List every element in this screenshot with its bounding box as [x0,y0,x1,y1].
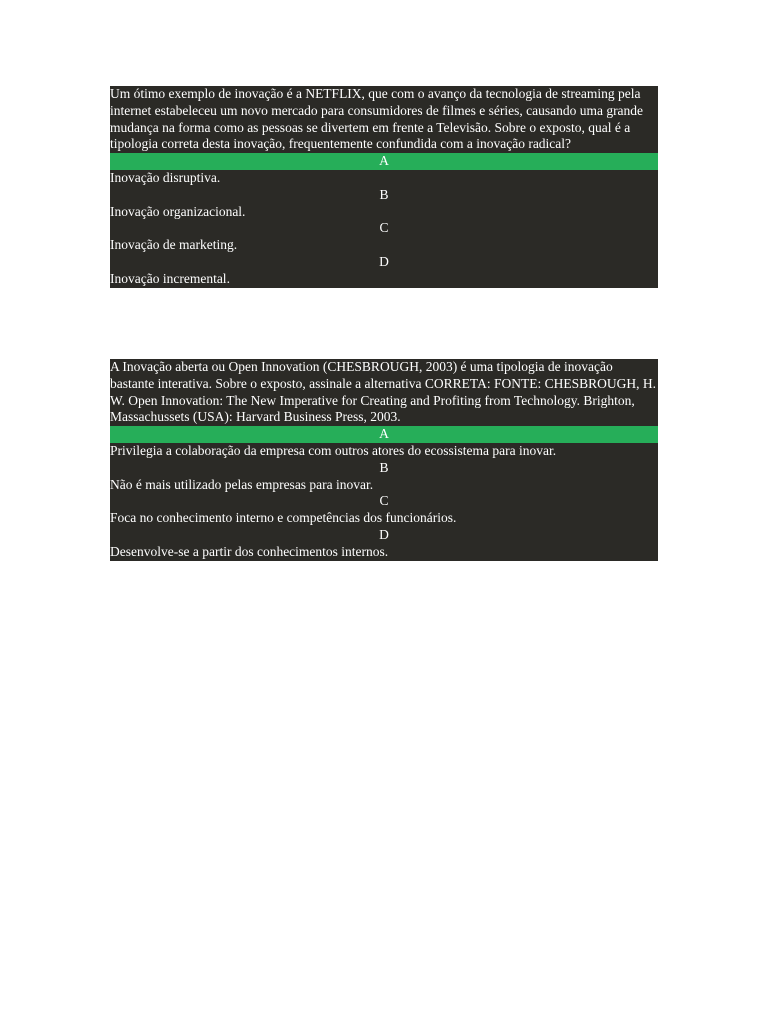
question-1-option-c-letter[interactable]: C [379,220,389,236]
question-1-option-a-text[interactable]: Inovação disruptiva. [110,169,221,185]
question-1-option-d-letter[interactable]: D [379,253,389,269]
question-1-option-b-letter[interactable]: B [379,186,389,202]
question-1-option-a-letter[interactable]: A [110,153,658,170]
question-1-block [110,86,658,288]
question-1-option-b-text[interactable]: Inovação organizacional. [110,203,246,219]
question-2-option-a-letter[interactable]: A [110,426,658,443]
question-1-option-d-text[interactable]: Inovação incremental. [110,270,230,286]
question-2-option-b-text[interactable]: Não é mais utilizado pelas empresas para inovar. [110,476,374,492]
question-2-option-b-letter[interactable]: B [379,459,389,475]
question-2-text: A Inovação aberta ou Open Innovation (CHESBROUGH, 2003) é uma tipologia de inovação bastante interativa. Sobre o exposto, assinale a alternativa CORRETA: FONTE: CHESBROUGH, H. W. Open Innovation: The New Imperative for Creating and Profiting from Technology. Brighton, Massachussets (USA): Harvard Business Press, 2003. [110,359,656,425]
question-2-option-d-text[interactable]: Desenvolve-se a partir dos conhecimentos internos. [110,543,389,559]
question-2-block [110,359,658,561]
question-2-option-d-letter[interactable]: D [379,526,389,542]
question-2-option-a-text[interactable]: Privilegia a colaboração da empresa com outros atores do ecossistema para inovar. [110,442,557,458]
question-1-option-c-text[interactable]: Inovação de marketing. [110,237,238,253]
question-2-option-c-letter[interactable]: C [379,493,389,509]
question-1-text: Um ótimo exemplo de inovação é a NETFLIX, que com o avanço da tecnologia de streaming pela internet estabeleceu um novo mercado para consumidores de filmes e séries, causando uma grande mudança na forma como as pessoas se divertem em frente a Televisão. Sobre o exposto, qual é a tipologia correta desta inovação, frequentemente confundida com a inovação radical? [110,86,644,152]
question-2-option-c-text[interactable]: Foca no conhecimento interno e competências dos funcionários. [110,510,457,526]
